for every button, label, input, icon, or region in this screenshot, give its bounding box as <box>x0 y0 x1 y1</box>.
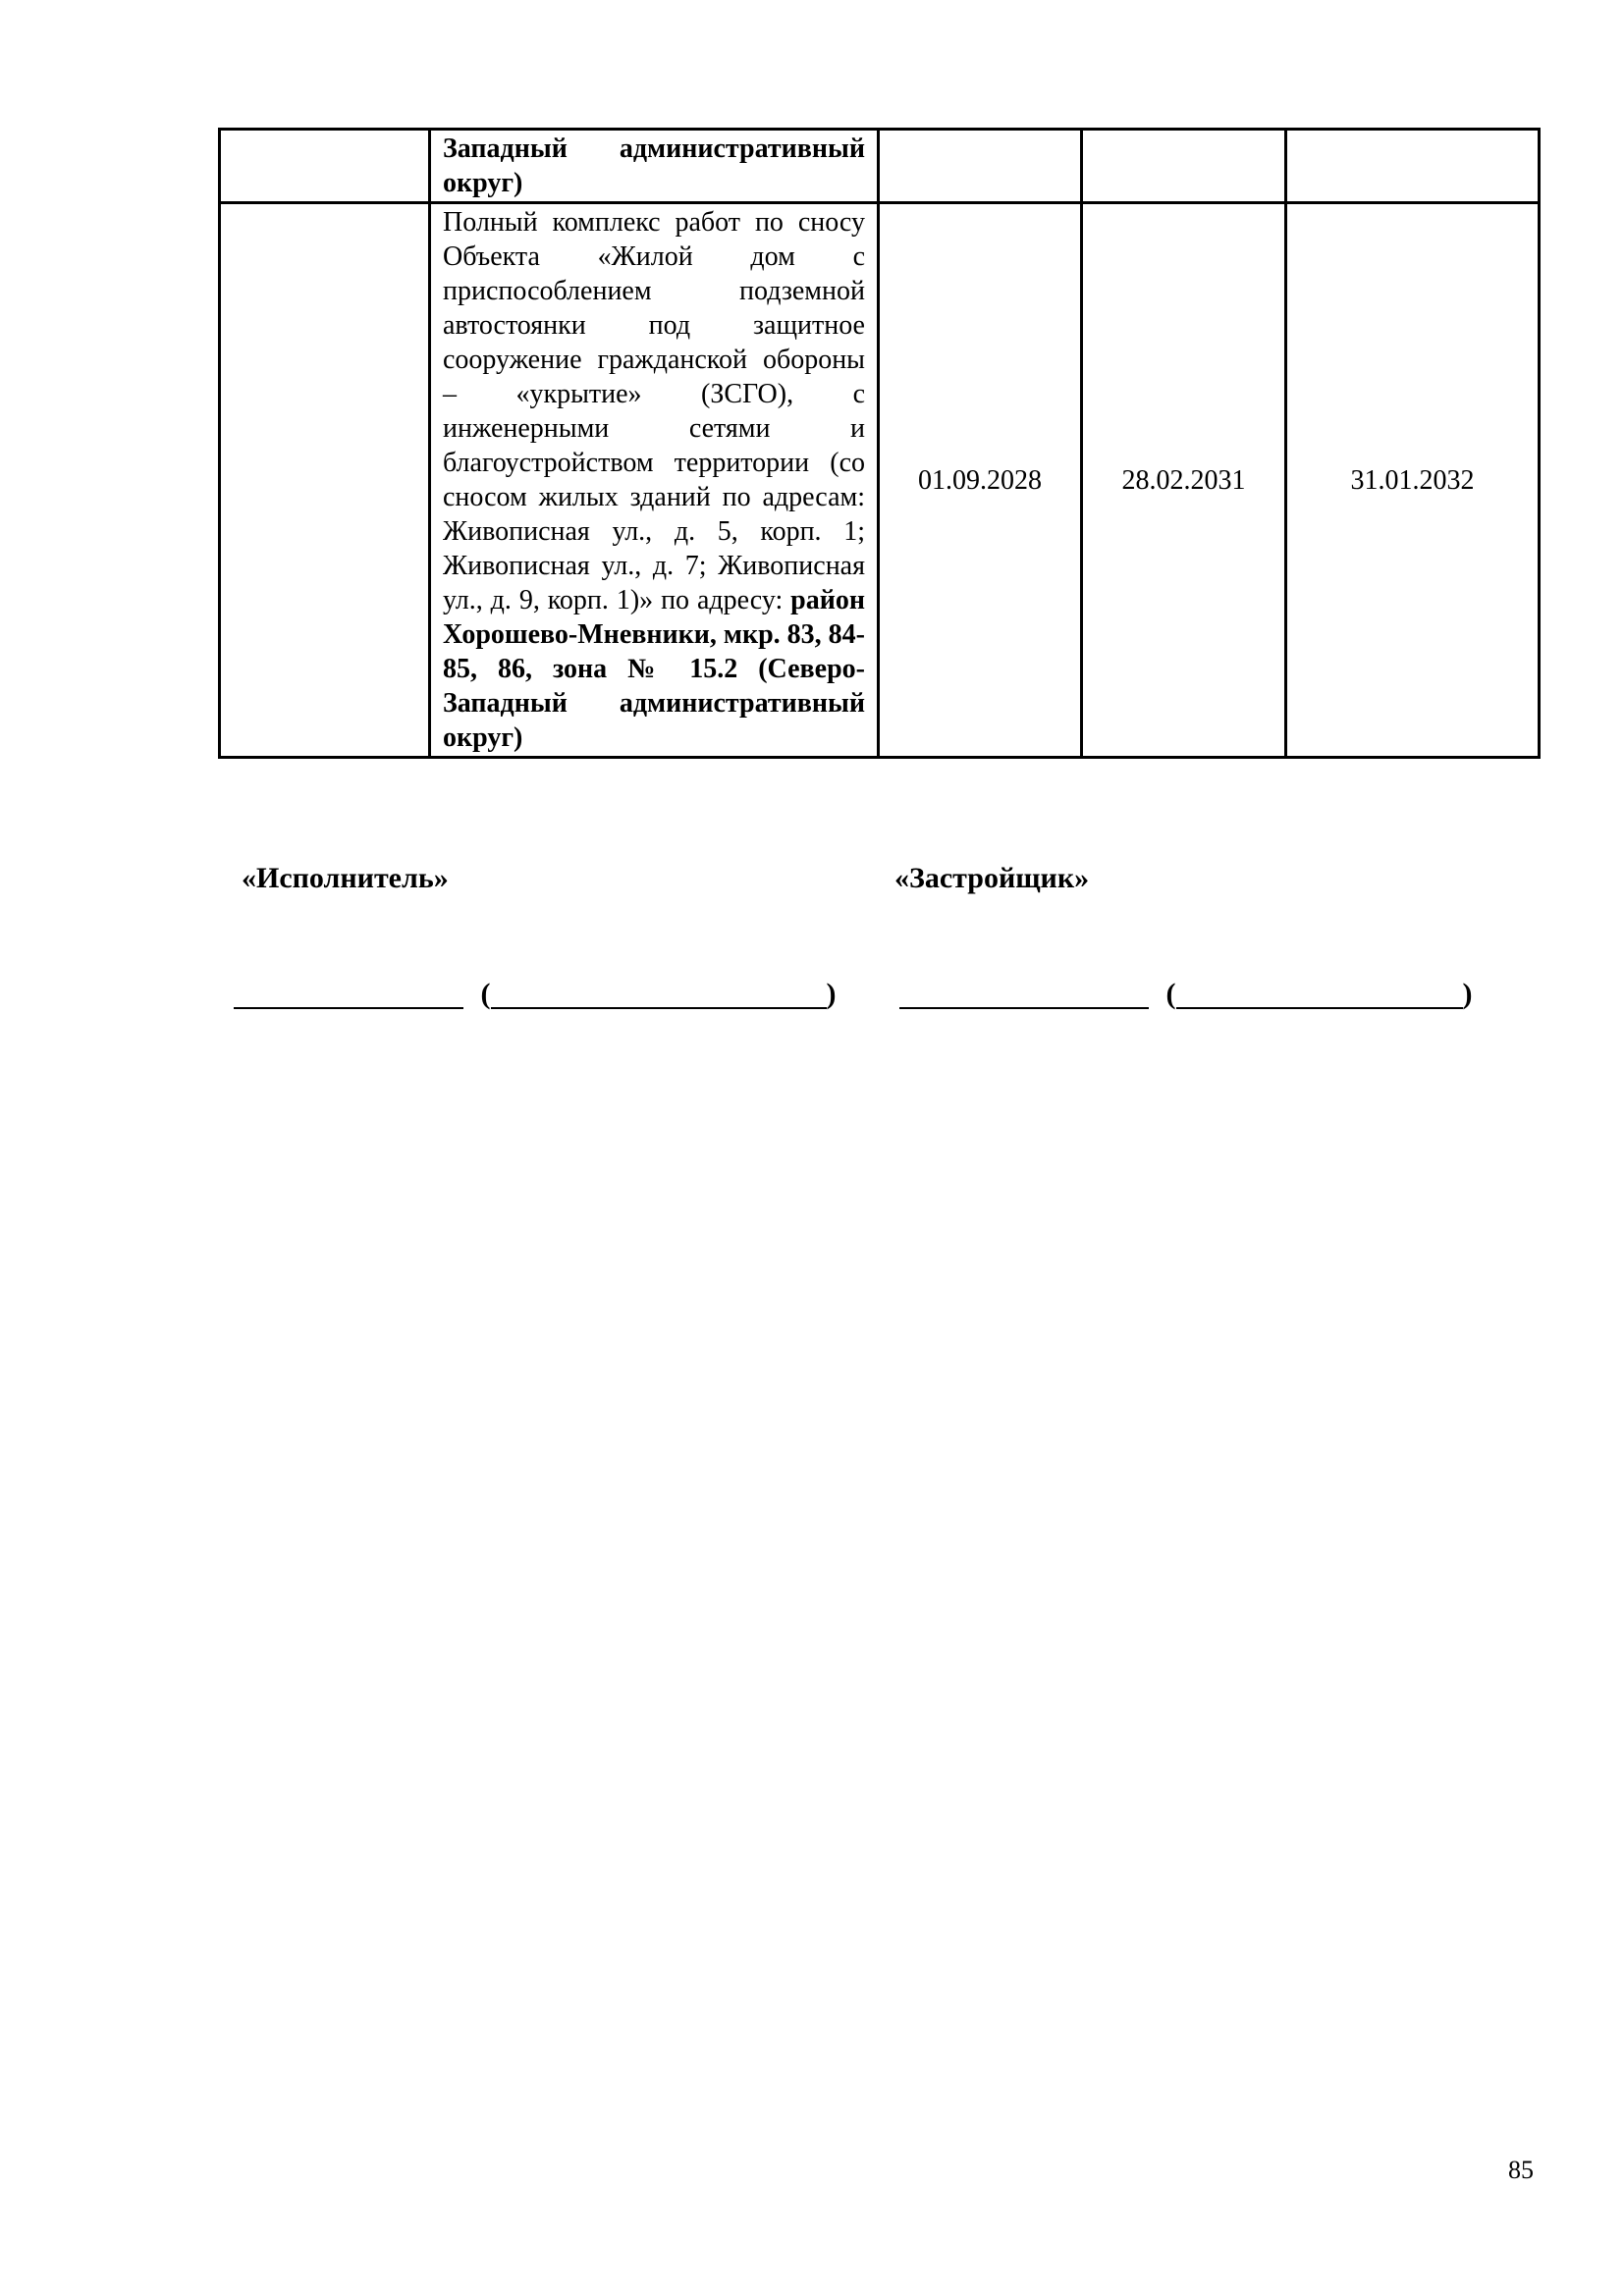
date-end: 31.01.2032 <box>1286 203 1540 758</box>
signature-blank <box>899 978 1149 1009</box>
open-paren: ( <box>1165 978 1176 1010</box>
close-paren: ) <box>1462 978 1473 1010</box>
open-paren: ( <box>480 978 491 1010</box>
table-cell-date-end <box>1286 130 1540 203</box>
description-normal: Полный комплекс работ по сносу Объекта «Жилой дом с приспособлением подземной автостоянки под защитное сооружение гражданской обороны – «укрытие» (ЗСГО), с инженерными сетями и благоустройством территории (со сносом жилых зданий по адресам: Живописная ул., д. 5, корп. 1; Живописная ул., д. 7; Живописная ул., д. 9, корп. 1)» по адресу: <box>443 207 865 615</box>
date-mid: 28.02.2031 <box>1082 203 1286 758</box>
description-text <box>443 205 865 755</box>
table-row <box>220 130 1540 203</box>
table-cell-date-mid <box>1082 130 1286 203</box>
schedule-table <box>218 128 1541 759</box>
description-text: Западный административный округ) <box>443 133 865 198</box>
developer-label: «Застройщик» <box>894 862 1090 894</box>
page-number: 85 <box>1508 2156 1534 2184</box>
executor-signature-line <box>234 976 837 1011</box>
executor-label: «Исполнитель» <box>242 862 449 894</box>
developer-signature-line <box>899 976 1473 1011</box>
table-cell-number <box>220 203 430 758</box>
table-cell-description <box>430 130 879 203</box>
table-cell-date-start <box>879 130 1082 203</box>
table-row <box>220 203 1540 758</box>
name-blank <box>1176 978 1463 1009</box>
table-cell-description <box>430 203 879 758</box>
signature-blank <box>234 978 463 1009</box>
close-paren: ) <box>826 978 837 1010</box>
description-address-bold: район Хорошево-Мневники, мкр. 83, 84-85, 86, зона № 15.2 (Северо-Западный административный округ) <box>443 585 865 753</box>
table-cell-number <box>220 130 430 203</box>
name-blank <box>491 978 827 1009</box>
date-start: 01.09.2028 <box>879 203 1082 758</box>
